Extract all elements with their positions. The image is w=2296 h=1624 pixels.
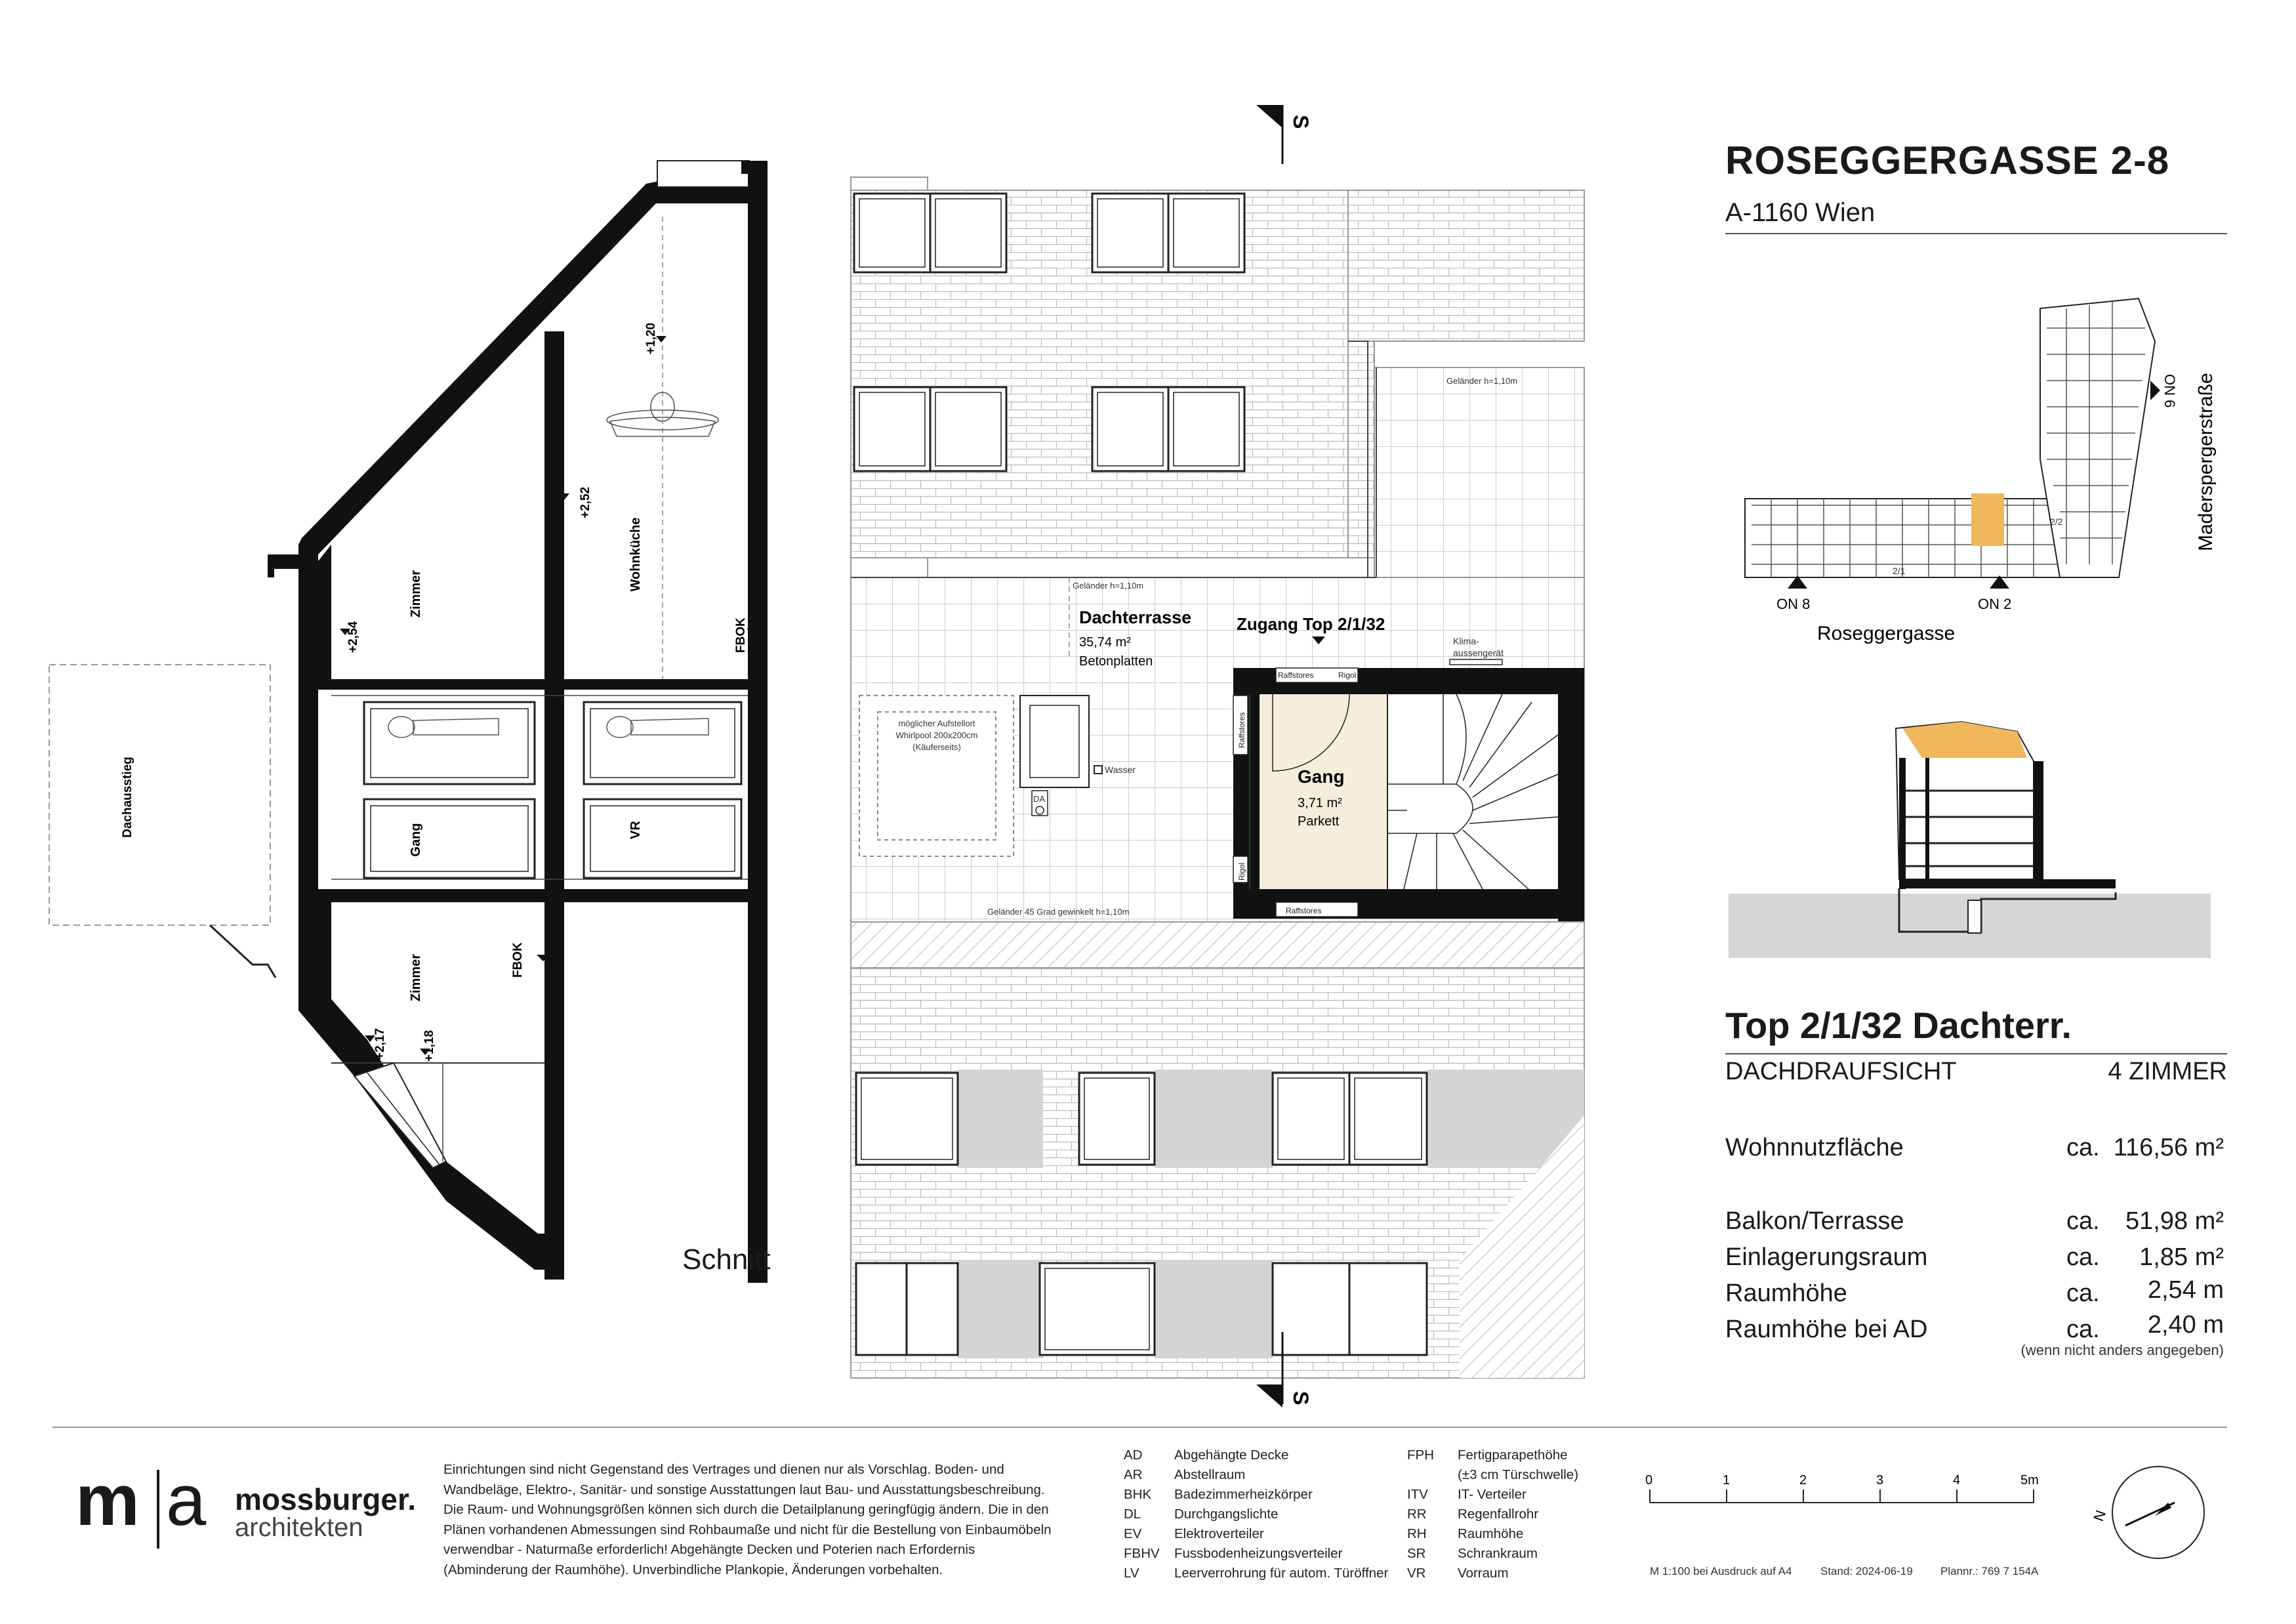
abbr-text: Durchgangslichte <box>1174 1507 1279 1522</box>
area-ca-raumhoehe-ad: ca. <box>2066 1316 2100 1343</box>
terrace-name: Dachterrasse <box>1079 608 1192 627</box>
rigol-side: Rigol <box>1237 862 1246 881</box>
title-divider <box>1725 233 2227 234</box>
fbok-label-1: FBOK <box>734 617 748 653</box>
fbok-label-2: FBOK <box>511 942 525 978</box>
compass-letter: N <box>2090 1508 2110 1524</box>
plan-number: Plannr.: 769 7 154A <box>1940 1565 2039 1577</box>
plan-date: Stand: 2024-06-19 <box>1820 1565 1913 1577</box>
abbr-text: Fertigparapethöhe <box>1458 1447 1568 1463</box>
area-label-balkon: Balkon/Terrasse <box>1725 1207 1904 1235</box>
site-on8: ON 8 <box>1776 596 1811 612</box>
abbr-code: LV <box>1124 1566 1139 1581</box>
abbr-code: RR <box>1407 1507 1427 1522</box>
site-unit-22: 2/2 <box>2050 516 2063 527</box>
dachausstieg-label: Dachausstieg <box>121 757 134 838</box>
rigol-top: Rigol <box>1338 671 1357 680</box>
site-unit-21: 2/1 <box>1893 566 1906 576</box>
area-value-raumhoehe-ad: 2,40 m <box>2147 1311 2224 1339</box>
abbr-code: DL <box>1124 1507 1141 1522</box>
gang-room <box>1260 694 1387 889</box>
scale-tick-2: 2 <box>1799 1473 1807 1488</box>
area-value-balkon: 51,98 m² <box>2125 1207 2224 1235</box>
abbr-text: (±3 cm Türschwelle) <box>1458 1467 1579 1482</box>
abbr-text: Fussbodenheizungsverteiler <box>1174 1546 1343 1561</box>
abbr-code: SR <box>1407 1546 1426 1561</box>
legal-disclaimer: Einrichtungen sind nicht Gegenstand des Vertrages und dienen nur als Vorschlag. Boden- und Wandbeläge, Elektro-, Sanitär- und sonstige Ausstattungen laut Bau- und Ausstattungsbeschreibung. Die Raum- und Wohnungsgrößen können sich durch die Detailplanung geringfügig ändern. Die in den Plänen vorhandenen Abmessungen sind Rohbaumaße und nicht für die Bestellung von Einbaumöbeln verwendbar - Naturmaße erforderlich! Abgehängte Decken und Poterien nach Erfordernis (Abminderung der Raumhöhe). Unverbindliche Plankopie, Änderungen vorbehalten. <box>443 1462 1052 1577</box>
area-label-einlagerung: Einlagerungsraum <box>1725 1243 1928 1271</box>
abbr-code <box>1407 1465 1453 1485</box>
roof-plan <box>851 105 1584 1407</box>
site-street-right: Maderspergerstraße <box>2195 373 2217 551</box>
scale-tick-4: 4 <box>1953 1473 1961 1488</box>
gang-area: 3,71 m² <box>1298 796 1342 810</box>
gelaender-left-label: Geländer h=1,10m <box>1073 581 1144 591</box>
terrace-finish: Betonplatten <box>1079 654 1153 669</box>
gang-finish: Parkett <box>1298 814 1340 829</box>
area-note: (wenn nicht anders angegeben) <box>2020 1342 2224 1358</box>
abbr-code: VR <box>1407 1566 1426 1581</box>
section-marker-top-letter: S <box>1289 115 1313 129</box>
area-ca-raumhoehe: ca. <box>2066 1280 2100 1307</box>
abbr-text: Vorraum <box>1458 1566 1509 1581</box>
abbr-text: Abgehängte Decke <box>1174 1447 1289 1463</box>
area-label-raumhoehe-ad: Raumhöhe bei AD <box>1725 1316 1928 1343</box>
abbr-code: FPH <box>1407 1447 1434 1463</box>
raffstores-bottom: Raffstores <box>1286 906 1322 915</box>
level-plus-254: +2,54 <box>346 621 360 653</box>
abbr-text: Raumhöhe <box>1458 1526 1524 1541</box>
room-gang: Gang <box>409 823 423 857</box>
area-value-raumhoehe: 2,54 m <box>2147 1276 2224 1304</box>
abbr-text: IT- Verteiler <box>1458 1487 1527 1502</box>
logo-letter-a: a <box>166 1460 207 1541</box>
area-value-wohnnutzflaeche: 116,56 m² <box>2113 1134 2224 1161</box>
abbr-code: AR <box>1124 1467 1143 1482</box>
area-label-raumhoehe: Raumhöhe <box>1725 1280 1847 1307</box>
site-plan <box>1745 299 2217 644</box>
terrace-area: 35,74 m² <box>1079 635 1131 650</box>
section-marker-bottom-letter: S <box>1289 1391 1313 1405</box>
access-label: Zugang Top 2/1/32 <box>1237 614 1385 634</box>
project-title: ROSEGGERGASSE 2-8 <box>1725 138 2170 182</box>
abbr-code: BHK <box>1124 1487 1152 1502</box>
abbr-code: EV <box>1124 1526 1142 1541</box>
klima-label-2: aussengerät <box>1453 648 1504 658</box>
abbr-texts-left <box>1174 1446 1410 1583</box>
raffstores-side: Raffstores <box>1237 712 1246 748</box>
gelaender-bottom-label: Geländer 45 Grad gewinkelt h=1,10m <box>987 907 1130 917</box>
scale-bar <box>1645 1473 2039 1503</box>
wasser-label: Wasser <box>1105 764 1136 775</box>
whirlpool-text-2: Whirlpool 200x200cm <box>895 730 978 740</box>
gang-name: Gang <box>1298 766 1345 787</box>
logo-name: mossburger. <box>235 1482 417 1516</box>
unit-divider <box>1725 1053 2227 1054</box>
site-on2: ON 2 <box>1978 596 2012 612</box>
abbr-code: RH <box>1407 1526 1427 1541</box>
gelaender-top-label: Geländer h=1,10m <box>1446 376 1518 386</box>
whirlpool-text-1: möglicher Aufstellort <box>898 718 975 728</box>
room-wohnkueche: Wohnküche <box>628 517 643 592</box>
scale-tick-0: 0 <box>1645 1473 1653 1488</box>
scale-tick-1: 1 <box>1723 1473 1731 1488</box>
scale-tick-5: 5m <box>2020 1473 2039 1488</box>
level-plus-118: +1,18 <box>422 1030 436 1062</box>
logo-subtitle: architekten <box>235 1513 363 1542</box>
room-zimmer-top: Zimmer <box>409 570 423 618</box>
abbr-code: FBHV <box>1124 1546 1160 1561</box>
da-label: DA <box>1033 794 1046 804</box>
stair-core <box>1233 668 1584 922</box>
dachausstieg-outline <box>49 665 270 925</box>
abbr-codes-right <box>1407 1446 1453 1583</box>
unit-title: Top 2/1/32 Dachterr. <box>1725 1005 2072 1046</box>
abbr-text: Abstellraum <box>1174 1467 1246 1482</box>
abbr-text: Leerverrohrung für autom. Türöffner <box>1174 1566 1389 1581</box>
north-compass-icon <box>2090 1467 2204 1558</box>
klima-label-1: Klima- <box>1453 636 1479 646</box>
room-zimmer-bottom: Zimmer <box>409 953 423 1002</box>
scale-text: M 1:100 bei Ausdruck auf A4 <box>1650 1565 1792 1577</box>
site-street-bottom: Roseggergasse <box>1817 623 1956 644</box>
abbr-code: AD <box>1124 1447 1143 1463</box>
abbr-texts-right <box>1458 1446 1628 1583</box>
level-plus-120: +1,20 <box>644 322 658 354</box>
area-ca-wohnnutzflaeche: ca. <box>2066 1134 2100 1161</box>
logo-letter-m: m <box>75 1460 140 1541</box>
abbr-text: Badezimmerheizkörper <box>1174 1487 1313 1502</box>
logo-divider <box>157 1470 159 1549</box>
section-thumbnail <box>1729 722 2211 958</box>
abbr-code: ITV <box>1407 1487 1428 1502</box>
area-value-einlagerung: 1,85 m² <box>2139 1243 2224 1271</box>
abbr-text: Schrankraum <box>1458 1546 1538 1561</box>
section-caption: Schnitt <box>682 1243 771 1276</box>
abbr-text: Elektroverteiler <box>1174 1526 1264 1541</box>
room-vr: VR <box>628 821 643 839</box>
roof-slab <box>298 164 758 554</box>
level-plus-217: +2,17 <box>373 1028 387 1060</box>
level-plus-252: +2,52 <box>579 486 592 518</box>
site-on6: ON 6 <box>2162 374 2178 408</box>
unit-view: DACHDRAUFSICHT <box>1725 1058 1957 1085</box>
abbr-text: Regenfallrohr <box>1458 1507 1539 1522</box>
unit-rooms: 4 ZIMMER <box>2108 1058 2227 1085</box>
section-drawing <box>49 161 768 1283</box>
section-marker-top <box>1256 105 1313 164</box>
raffstores-top: Raffstores <box>1278 671 1314 680</box>
project-address: A-1160 Wien <box>1725 198 1876 227</box>
scale-tick-3: 3 <box>1876 1473 1884 1488</box>
area-ca-einlagerung: ca. <box>2066 1243 2100 1271</box>
area-ca-balkon: ca. <box>2066 1207 2100 1235</box>
abbr-codes-left <box>1124 1446 1170 1583</box>
whirlpool-text-3: (Käuferseits) <box>912 742 961 752</box>
area-label-wohnnutzflaeche: Wohnnutzfläche <box>1725 1134 1904 1161</box>
